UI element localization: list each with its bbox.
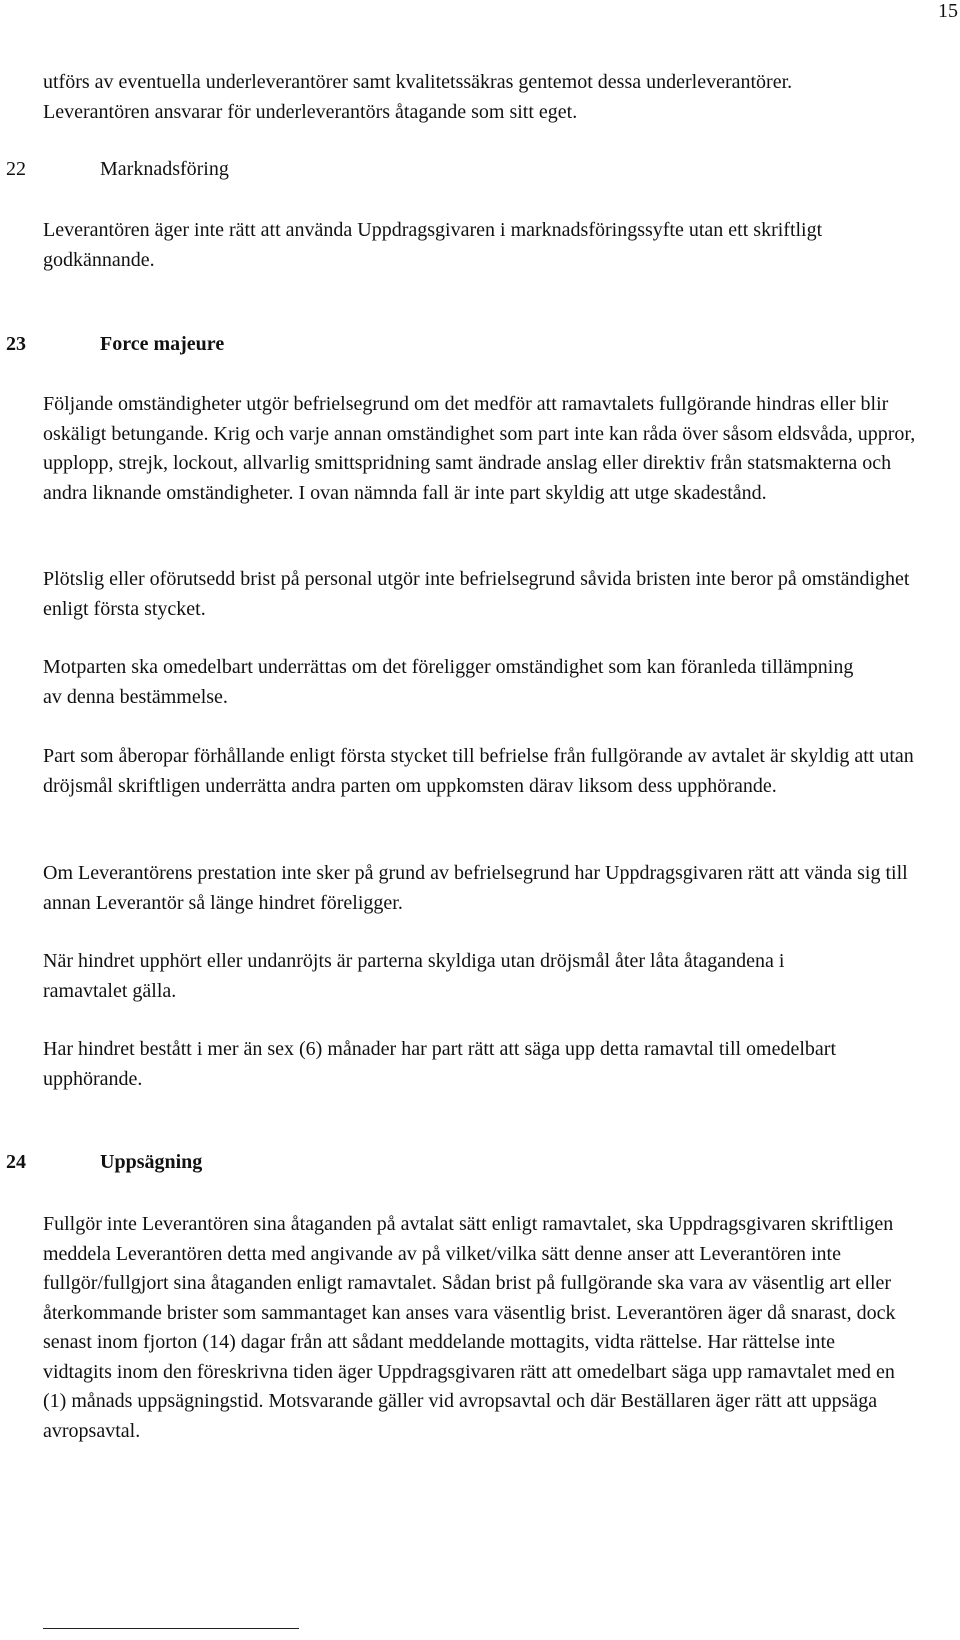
intro-block [43,68,873,127]
section-22-number: 22 [6,158,26,180]
section-23-paragraph-6: När hindret upphört eller undanröjts är parterna skyldiga utan dröjsmål åter låta åtagandena i ramavtalet gälla. [43,950,785,1002]
section-23-paragraph-1: Följande omständigheter utgör befrielsegrund om det medför att ramavtalets fullgörande hindras eller blir oskäligt betungande. Krig och varje annan omständighet som part inte kan råda över såsom eldsvåda, uppror, upplopp, strejk, lockout, allvarlig smittspridning samt ändrade anslag eller direktiv från statsmakterna och andra liknande omständigheter. I ovan nämnda fall är inte part skyldig att utge skadestånd. [43,393,916,504]
section-22-title: Marknadsföring [100,158,229,180]
intro-paragraph-1: utförs av eventuella underleverantörer samt kvalitetssäkras gentemot dessa underleverantörer. [43,71,793,93]
section-22-body [43,216,913,275]
page-number: 15 [938,0,958,22]
section-23-paragraph-5: Om Leverantörens prestation inte sker på grund av befrielsegrund har Uppdragsgivaren rätt att vända sig till annan Leverantör så länge hindret föreligger. [43,862,908,914]
intro-paragraph-2: Leverantören ansvarar för underleverantörs åtagande som sitt eget. [43,100,578,123]
footnote-rule [43,1628,299,1629]
section-23-paragraph-2: Plötslig eller oförutsedd brist på personal utgör inte befrielsegrund såvida bristen inte beror på omständighet enligt första stycket. [43,568,910,620]
section-24-title: Uppsägning [100,1151,203,1173]
section-23-number: 23 [6,333,26,355]
section-23-paragraph-4: Part som åberopar förhållande enligt första stycket till befrielse från fullgörande av avtalet är skyldig att utan dröjsmål skriftligen underrätta andra parten om uppkomsten därav liksom dess upphörande. [43,745,914,797]
section-22-paragraph-1: Leverantören äger inte rätt att använda Uppdragsgivaren i marknadsföringssyfte utan ett skriftligt godkännande. [43,219,823,271]
section-24-number: 24 [6,1151,26,1173]
section-23-paragraph-7: Har hindret bestått i mer än sex (6) månader har part rätt att säga upp detta ramavtal till omedelbart upphörande. [43,1038,837,1090]
section-23-title: Force majeure [100,333,225,355]
section-23-paragraph-3: Motparten ska omedelbart underrättas om det föreligger omständighet som kan föranleda tillämpning av denna bestämmelse. [43,656,854,708]
section-24-paragraph-1: Fullgör inte Leverantören sina åtaganden på avtalat sätt enligt ramavtalet, ska Uppdragsgivaren skriftligen meddela Leverantören detta med angivande av på vilket/vilka sätt denne anser att Leverantören inte fullgör/fullgjort sina åtaganden enligt ramavtalet. Sådan brist på fullgörande ska vara av väsentlig art eller återkommande brister som sammantaget kan anses vara väsentlig brist. Leverantören äger då snarast, dock senast inom fjorton (14) dagar från att sådant meddelande mottagits, vidta rättelse. Har rättelse inte vidtagits inom den föreskrivna tiden äger Uppdragsgivaren rätt att omedelbart säga upp ramavtalet med en (1) månads uppsägningstid. Motsvarande gäller vid avropsavtal och där Beställaren äger rätt att uppsäga avropsavtal. [43,1213,896,1442]
